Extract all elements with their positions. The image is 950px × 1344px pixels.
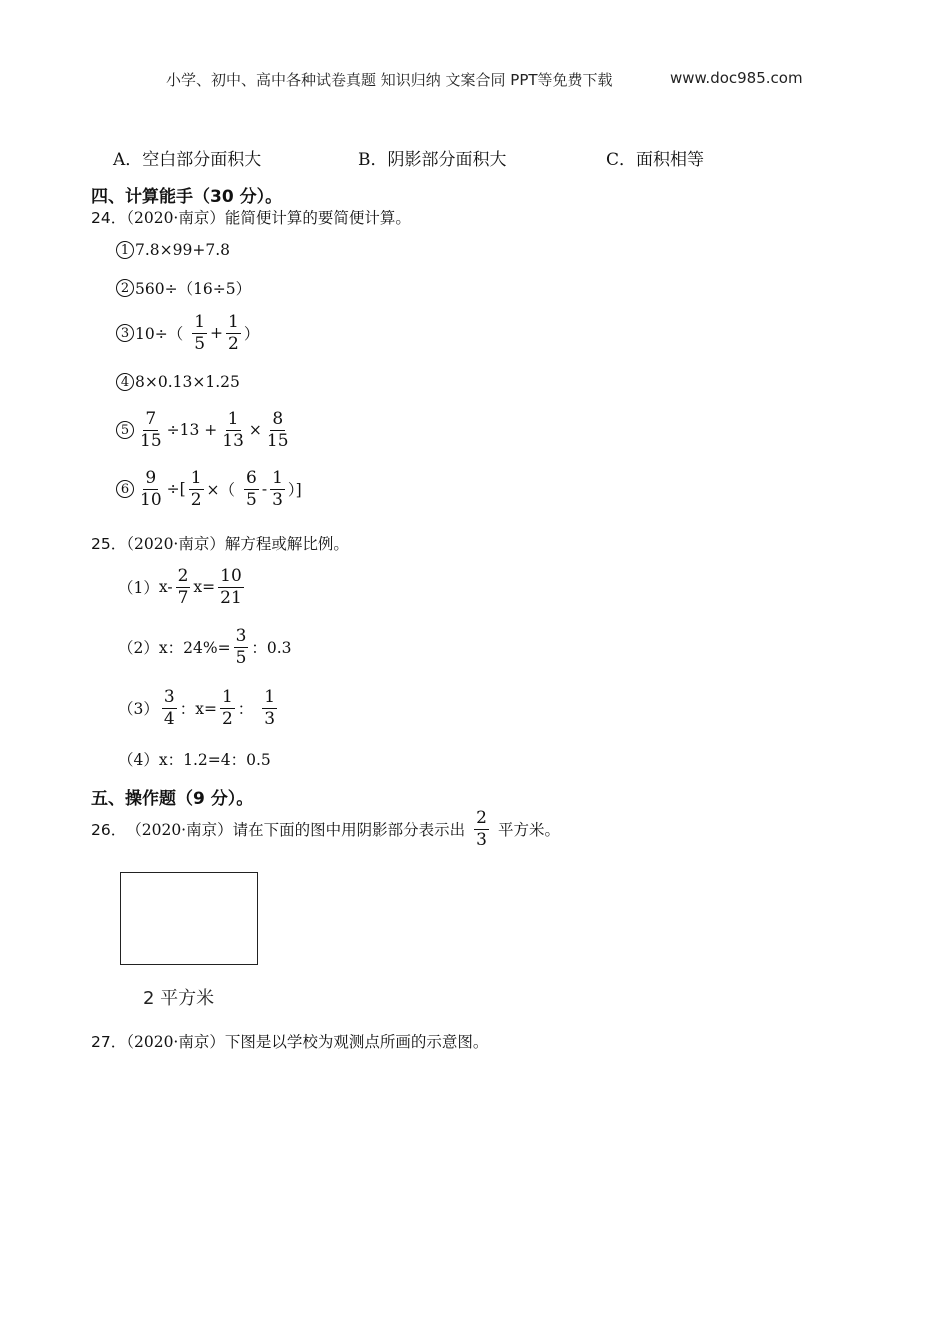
question-number: 26． — [91, 821, 127, 840]
calc-item-3 — [116, 313, 259, 353]
fraction: $\frac{7}{15}$ — [140, 409, 162, 451]
calc-item-2 — [116, 277, 251, 299]
expression-prefix: x：24%= — [158, 639, 231, 658]
expression-middle: ÷[ — [166, 480, 186, 499]
circle-number: 2 — [116, 279, 134, 297]
equation-label: （1） — [118, 579, 159, 598]
equation-2 — [118, 627, 292, 667]
fraction: $\frac{1}{3}$ — [264, 687, 276, 729]
fraction: $\frac{1}{2}$ — [228, 312, 239, 354]
option-c: C．面积相等 — [606, 150, 705, 170]
calc-item-1 — [116, 241, 230, 259]
section-4-title: 四、计算能手（30 分）。 — [91, 187, 283, 207]
circle-number: 6 — [116, 480, 134, 498]
equation-label: （2） — [118, 639, 159, 658]
expression-middle: ÷13 + — [166, 421, 218, 440]
equation-1 — [118, 567, 247, 607]
operator: ×（ — [206, 481, 236, 500]
fraction: $\frac{1}{2}$ — [221, 687, 233, 729]
expression: 7.8×99+7.8 — [135, 241, 230, 259]
question-text: （2020·南京）解方程或解比例。 — [126, 535, 349, 553]
fraction: $\frac{2}{3}$ — [476, 808, 487, 850]
expression-middle: x= — [193, 578, 216, 597]
fraction: $\frac{1}{13}$ — [222, 409, 244, 451]
question-text: （2020·南京）能简便计算的要简便计算。 — [126, 209, 411, 227]
circle-number: 1 — [116, 241, 134, 259]
fraction: $\frac{8}{15}$ — [266, 409, 289, 451]
expression: 560÷（16÷5） — [135, 280, 252, 298]
minus-sign: - — [261, 480, 268, 499]
equation-4 — [118, 748, 271, 770]
question-number: 24． — [91, 209, 127, 227]
circle-number: 5 — [116, 421, 134, 439]
fraction: $\frac{9}{10}$ — [140, 468, 162, 510]
site-header-url[interactable]: www.doc985.com — [670, 69, 803, 87]
question-25 — [91, 532, 349, 554]
expression-prefix: 10÷（ — [135, 325, 184, 344]
fraction: $\frac{2}{7}$ — [177, 566, 189, 608]
fraction: $\frac{1}{2}$ — [190, 468, 202, 510]
question-text: （2020·南京）请在下面的图中用阴影部分表示出 — [126, 821, 466, 840]
expression-suffix: ） — [243, 325, 260, 344]
fraction: $\frac{3}{5}$ — [235, 626, 247, 668]
fraction: $\frac{10}{21}$ — [220, 566, 242, 608]
question-number: 25． — [91, 535, 127, 553]
expression: x：1.2=4：0.5 — [158, 751, 271, 769]
fraction: $\frac{6}{5}$ — [246, 468, 257, 510]
blank-rectangle-figure[interactable] — [120, 872, 258, 965]
section-5-title: 五、操作题（9 分）。 — [91, 789, 254, 809]
question-24 — [91, 206, 411, 228]
question-27 — [91, 1030, 488, 1052]
operator: × — [248, 421, 262, 440]
expression-suffix: ）] — [287, 481, 302, 500]
expression-middle: ：x= — [179, 700, 217, 719]
calc-item-5 — [116, 410, 294, 450]
expression-prefix: x- — [158, 578, 173, 597]
question-number: 27． — [91, 1033, 127, 1051]
question-26 — [91, 809, 560, 849]
option-a: A．空白部分面积大 — [113, 150, 262, 170]
expression: 8×0.13×1.25 — [135, 373, 240, 391]
option-b: B．阴影部分面积大 — [358, 150, 507, 170]
calc-item-6 — [116, 469, 302, 509]
fraction: $\frac{1}{3}$ — [272, 468, 283, 510]
ratio-colon: ： — [237, 700, 254, 719]
equation-3 — [118, 688, 280, 728]
fraction: $\frac{1}{5}$ — [194, 312, 206, 354]
rectangle-caption: 2 平方米 — [143, 988, 215, 1009]
expression-suffix: ：0.3 — [251, 639, 292, 658]
fraction: $\frac{3}{4}$ — [163, 687, 175, 729]
equation-label: （4） — [118, 751, 159, 769]
operator: + — [210, 324, 224, 343]
circle-number: 3 — [116, 324, 134, 342]
calc-item-4 — [116, 373, 240, 391]
site-header-text: 小学、初中、高中各种试卷真题 知识归纳 文案合同 PPT等免费下载 — [166, 71, 613, 89]
question-text: （2020·南京）下图是以学校为观测点所画的示意图。 — [126, 1033, 489, 1051]
equation-label: （3） — [118, 700, 159, 719]
circle-number: 4 — [116, 373, 134, 391]
question-text-after: 平方米。 — [497, 821, 560, 840]
